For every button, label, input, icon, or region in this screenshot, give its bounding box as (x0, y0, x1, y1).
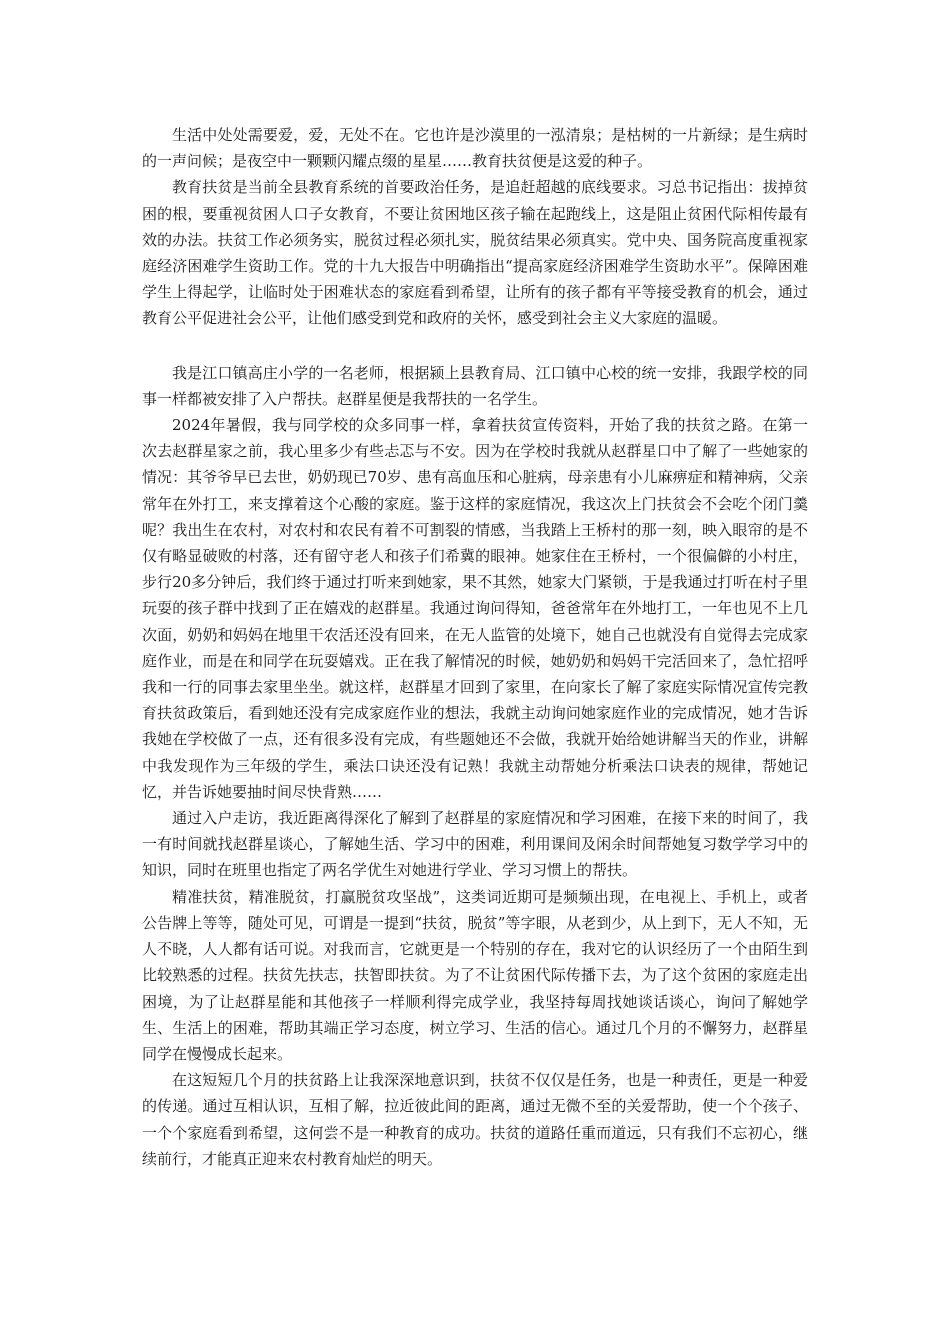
paragraph-policy: 教育扶贫是当前全县教育系统的首要政治任务，是追赶超越的底线要求。习总书记指出：拔掉贫困的根，要重视贫困人口子女教育，不要让贫困地区孩子输在起跑线上，这是阻止贫困代际相传最有效的办法。扶贫工作必须务实，脱贫过程必须扎实，脱贫结果必须真实。党中央、国务院高度重视家庭经济困难学生资助工作。党的十九大报告中明确指出“提高家庭经济困难学生资助水平”。保障困难学生上得起学，让临时处于困难状态的家庭看到希望，让所有的孩子都有平等接受教育的机会，通过教育公平促进社会公平，让他们感受到党和政府的关怀，感受到社会主义大家庭的温暖。 (142, 178, 808, 328)
paragraph-visit: 2024年暑假，我与同学校的众多同事一样，拿着扶贫宣传资料，开始了我的扶贫之路。在第一次去赵群星家之前，我心里多少有些忐忑与不安。因为在学校时我就从赵群星口中了解了一些她家的情况：其爷爷早已去世，奶奶现已70岁、患有高血压和心脏病，母亲患有小儿麻痹症和精神病，父亲常年在外打工，来支撑着这个心酸的家庭。鉴于这样的家庭情况，我这次上门扶贫会不会吃个闭门羹呢？我出生在农村，对农村和农民有着不可割裂的情感，当我踏上王桥村的那一刻，映入眼帘的是不仅有略显破败的村落，还有留守老人和孩子们希冀的眼神。她家住在王桥村，一个很偏僻的小村庄，步行20多分钟后，我们终于通过打听来到她家，果不其然，她家大门紧锁，于是我通过打听在村子里玩耍的孩子群中找到了正在嬉戏的赵群星。我通过询问得知，爸爸常年在外地打工，一年也见不上几次面，奶奶和妈妈在地里干农活还没有回来，在无人监管的处境下，她自己也就没有自觉得去完成家庭作业，而是在和同学在玩耍嬉戏。正在我了解情况的时候，她奶奶和妈妈干完活回来了，急忙招呼我和一行的同事去家里坐坐。就这样，赵群星才回到了家里，在向家长了解了家庭实际情况宣传完教育扶贫政策后，看到她还没有完成家庭作业的想法，我就主动询问她家庭作业的完成情况，她才告诉我她在学校做了一点，还有很多没有完成，有些题她还不会做，我就开始给她讲解当天的作业，讲解中我发现作为三年级的学生，乘法口诀还没有记熟！我就主动帮她分析乘法口诀表的规律，帮她记忆，并告诉她要抽时间尽快背熟…… (142, 416, 808, 801)
paragraph-precision: 精准扶贫，精准脱贫，打赢脱贫攻坚战”，这类词近期可是频频出现，在电视上、手机上，或者公告牌上等等，随处可见，可谓是一提到“扶贫，脱贫”等字眼，从老到少，从上到下，无人不知，无人不晓，人人都有话可说。对我而言，它就更是一个特别的存在，我对它的认识经历了一个由陌生到比较熟悉的过程。扶贫先扶志，扶智即扶贫。为了不让贫困代际传播下去，为了这个贫困的家庭走出困境，为了让赵群星能和其他孩子一样顺利得完成学业，我坚持每周找她谈话谈心，询问了解她学生、生活上的困难，帮助其端正学习态度，树立学习、生活的信心。通过几个月的不懈努力，赵群星同学在慢慢成长起来。 (142, 887, 808, 1063)
paragraph-followup: 通过入户走访，我近距离得深化了解到了赵群星的家庭情况和学习困难，在接下来的时间了，我一有时间就找赵群星谈心，了解她生活、学习中的困难，利用课间及闲余时间帮她复习数学学习中的知识，同时在班里也指定了两名学优生对她进行学业、学习习惯上的帮扶。 (142, 809, 808, 880)
paragraph-conclusion: 在这短短几个月的扶贫路上让我深深地意识到，扶贫不仅仅是任务，也是一种责任，更是一种爱的传递。通过互相认识，互相了解，拉近彼此间的距离，通过无微不至的关爱帮助，使一个个孩子、一个个家庭看到希望，这何尝不是一种教育的成功。扶贫的道路任重而道远，只有我们不忘初心，继续前行，才能真正迎来农村教育灿烂的明天。 (142, 1071, 808, 1168)
document-body (142, 122, 808, 1172)
paragraph-teacher: 我是江口镇高庄小学的一名老师，根据颍上县教育局、江口镇中心校的统一安排，我跟学校的同事一样都被安排了入户帮扶。赵群星便是我帮扶的一名学生。 (142, 363, 808, 408)
paragraph-intro: 生活中处处需要爱，爱，无处不在。它也许是沙漠里的一泓清泉；是枯树的一片新绿；是生病时的一声问候；是夜空中一颗颗闪耀点缀的星星……教育扶贫便是这爱的种子。 (142, 126, 808, 171)
paragraph-spacer (142, 332, 808, 360)
